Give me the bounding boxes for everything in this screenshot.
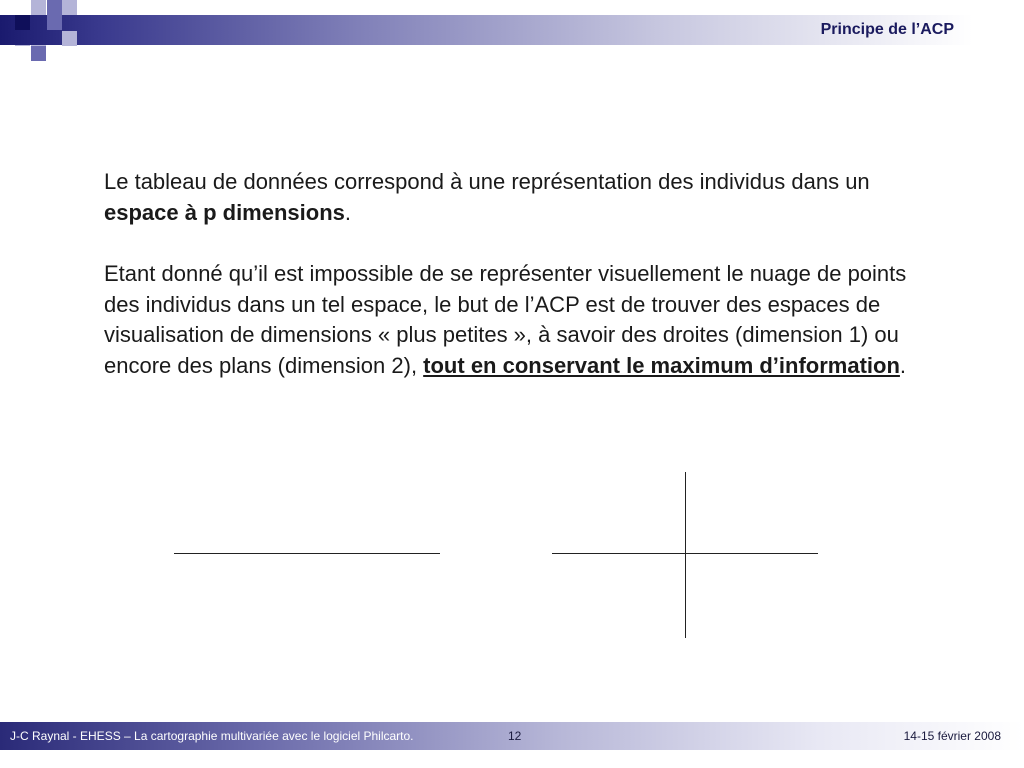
slide-title: Principe de l’ACP [820,21,954,38]
paragraph-1 [104,167,934,228]
logo-square-front [15,15,30,30]
logo-square-front-3 [62,31,77,46]
line-dimension-1 [174,553,440,554]
footer-page-number: 12 [508,729,522,743]
footer-date: 14-15 février 2008 [903,729,1001,743]
logo-square-3 [47,0,62,15]
plane-vertical-axis [685,472,686,638]
footer-author: J-C Raynal - EHESS – La cartographie multivariée avec le logiciel Philcarto. [10,729,414,743]
logo-square-4 [62,0,77,15]
paragraph-2-bold: tout en conservant le maximum d’information [423,352,900,378]
logo-square-front-2 [47,15,62,30]
paragraph-1-end: . [344,199,351,225]
paragraph-gap [104,228,934,259]
logo-square-9 [31,46,46,61]
logo-square-2 [31,0,46,15]
paragraph-2 [104,259,934,381]
paragraph-1-text: Le tableau de données correspond à une représentation des individus dans un [104,169,870,194]
body-text [104,167,934,381]
paragraph-2-end: . [899,352,907,378]
paragraph-2-text: Etant donné qu’il est impossible de se représenter visuellement le nuage de points des individus dans un tel espace, le but de l’ACP est de trouver des espaces de visualisation de dimensions « plus petites », à savoir des droites (dimension 1) ou encore des plans (dimension 2), [104,261,907,378]
paragraph-1-bold: espace à p dimensions [104,199,345,225]
